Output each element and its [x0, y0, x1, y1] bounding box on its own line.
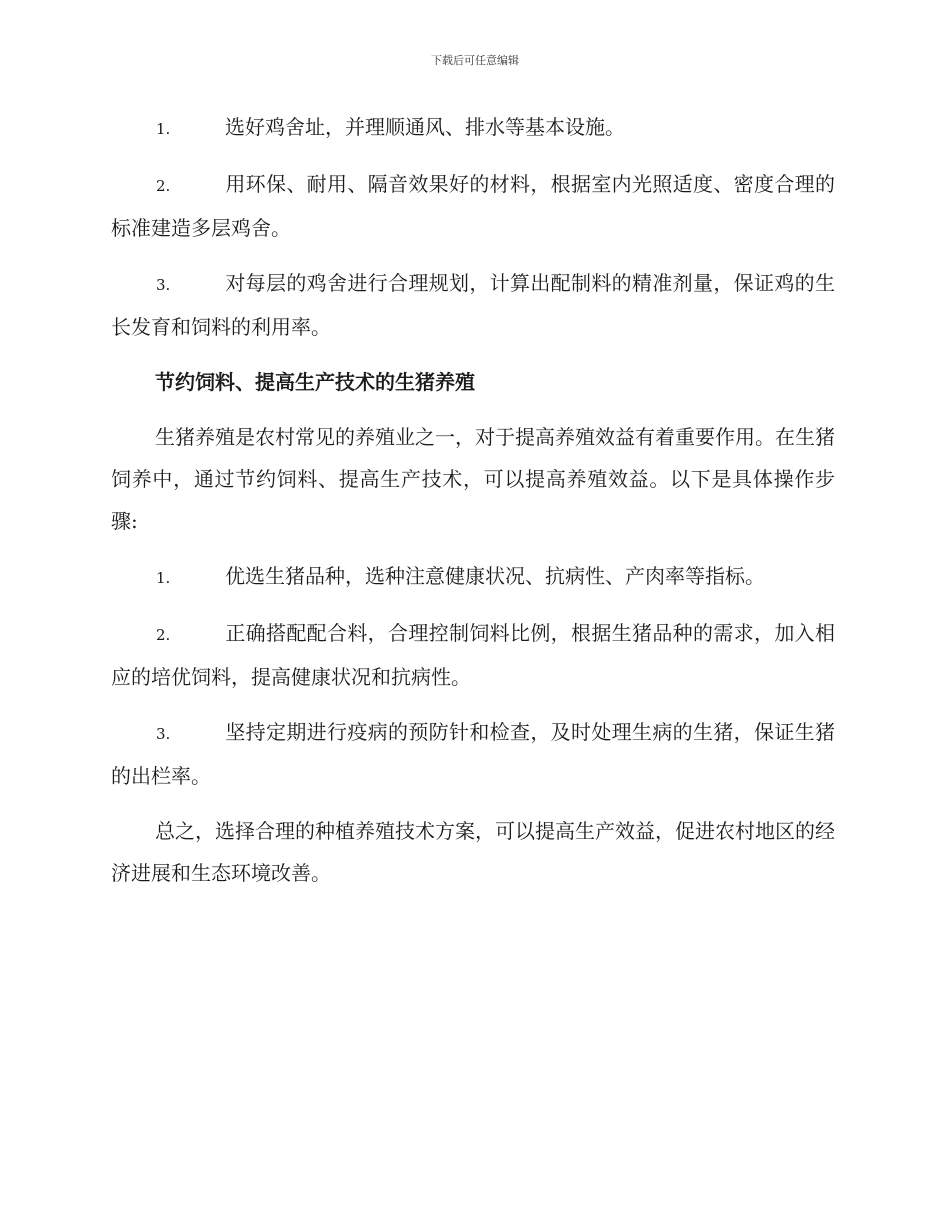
list-text: 对每层的鸡舍进行合理规划，计算出配制料的精准剂量，保证鸡的生长发育和饲料的利用率。 — [111, 271, 835, 339]
list-text: 选好鸡舍址，并理顺通风、排水等基本设施。 — [225, 115, 625, 139]
list-text: 优选生猪品种，选种注意健康状况、抗病性、产肉率等指标。 — [225, 564, 765, 588]
conclusion-paragraph: 总之，选择合理的种植养殖技术方案，可以提高生产效益，促进农村地区的经济进展和生态环境改善。 — [111, 819, 835, 885]
list-text: 坚持定期进行疫病的预防针和检查，及时处理生病的生猪，保证生猪的出栏率。 — [111, 720, 835, 788]
list-number: 2. — [156, 626, 171, 644]
list-number: 3. — [156, 276, 171, 294]
list-item — [111, 106, 835, 150]
intro-paragraph: 生猪养殖是农村常见的养殖业之一，对于提高养殖效益有着重要作用。在生猪饲养中，通过节约饲料、提高生产技术，可以提高养殖效益。以下是具体操作步骤: — [111, 425, 835, 533]
list-number: 1. — [156, 120, 171, 138]
list-item — [111, 555, 835, 599]
section-heading: 节约饲料、提高生产技术的生猪养殖 — [155, 370, 475, 394]
document-body — [111, 106, 835, 907]
list-number: 1. — [156, 569, 171, 587]
list-number: 2. — [156, 177, 171, 195]
list-number: 3. — [156, 725, 171, 743]
list-text: 正确搭配配合料，合理控制饲料比例，根据生猪品种的需求，加入相应的培优饲料，提高健康状况和抗病性。 — [111, 621, 835, 689]
list-item — [111, 711, 835, 797]
page-header: 下载后可任意编辑 — [431, 54, 519, 67]
list-text: 用环保、耐用、隔音效果好的材料，根据室内光照适度、密度合理的标准建造多层鸡舍。 — [111, 172, 835, 240]
list-item — [111, 612, 835, 698]
list-item — [111, 262, 835, 348]
list-item — [111, 163, 835, 249]
